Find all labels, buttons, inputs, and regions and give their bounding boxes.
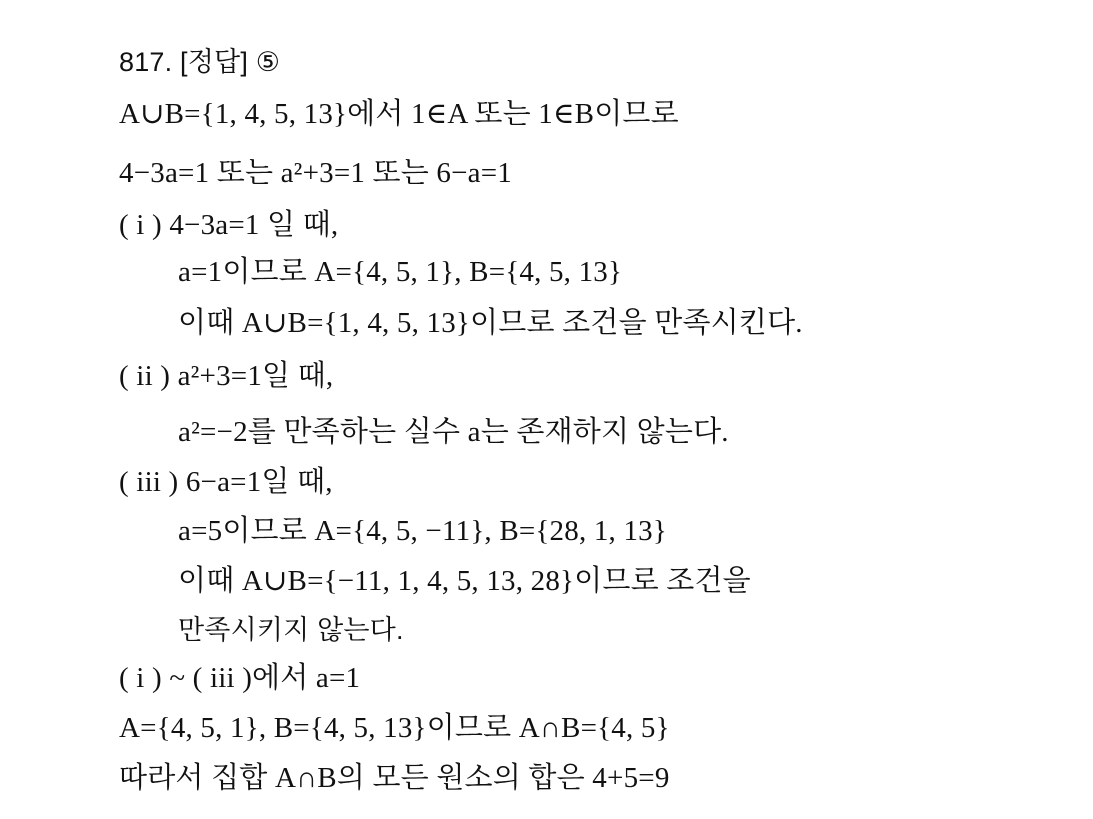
solution-line-cases: 4−3a=1 또는 a²+3=1 또는 6−a=1 (119, 157, 512, 189)
case-1-sets: a=1이므로 A={4, 5, 1}, B={4, 5, 13} (178, 256, 623, 288)
case-1-conclusion: 이때 A∪B={1, 4, 5, 13}이므로 조건을 만족시킨다. (178, 307, 803, 339)
solution-line-union-condition: A∪B={1, 4, 5, 13}에서 1∈A 또는 1∈B이므로 (119, 98, 679, 130)
summary-intersection: A={4, 5, 1}, B={4, 5, 13}이므로 A∩B={4, 5} (119, 712, 670, 744)
problem-header: 817. [정답] ⑤ (119, 47, 281, 77)
case-1-heading: ( i ) 4−3a=1 일 때, (119, 209, 339, 241)
final-answer-line: 따라서 집합 A∩B의 모든 원소의 합은 4+5=9 (119, 762, 670, 794)
case-3-conclusion: 만족시키지 않는다. (178, 615, 404, 645)
case-3-sets: a=5이므로 A={4, 5, −11}, B={28, 1, 13} (178, 515, 667, 547)
summary-a-value: ( i ) ~ ( iii )에서 a=1 (119, 662, 361, 694)
case-3-union: 이때 A∪B={−11, 1, 4, 5, 13, 28}이므로 조건을 (178, 565, 751, 597)
case-2-heading: ( ii ) a²+3=1일 때, (119, 360, 334, 392)
case-3-heading: ( iii ) 6−a=1일 때, (119, 466, 333, 498)
case-2-conclusion: a²=−2를 만족하는 실수 a는 존재하지 않는다. (178, 416, 729, 448)
